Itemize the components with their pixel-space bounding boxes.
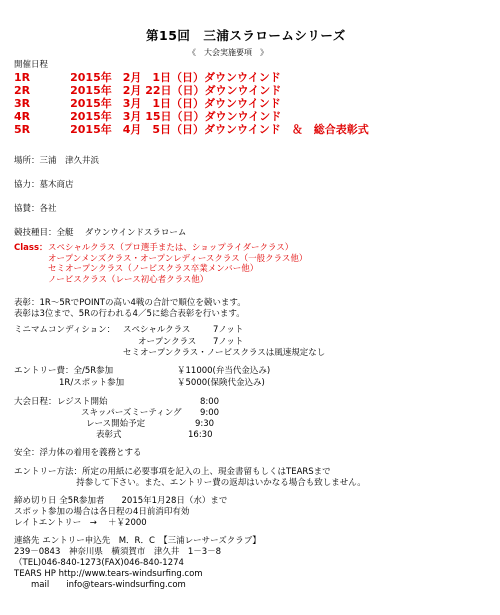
day-schedule-item: 表彰式 xyxy=(96,430,122,440)
award-line: 表彰：1R～5RでPOINTの高い4戦の合計で順位を競います。 xyxy=(14,298,246,308)
round-date: 2015年 3月 1日（日）ダウンウインド xyxy=(70,97,281,110)
min-condition-class: オープンクラス xyxy=(138,337,197,347)
round-row xyxy=(14,84,281,97)
round-date: 2015年 3月 15日（日）ダウンウインド xyxy=(70,110,282,123)
min-condition-label: ミニマムコンディション： xyxy=(14,325,116,335)
round-row xyxy=(14,97,281,110)
min-condition-value: 7ノット xyxy=(213,325,244,335)
entry-fee-value: ￥11000(弁当代金込み) xyxy=(177,366,271,376)
round-row xyxy=(14,123,369,136)
page-title: 第15回 三浦スラロームシリーズ xyxy=(146,28,346,43)
class-item: オープンメンズクラス・オープンレディースクラス（一般クラス他） xyxy=(48,253,308,264)
round-row xyxy=(14,110,281,123)
contact-phone: （TEL)046-840-1273(FAX)046-840-1274 xyxy=(14,558,184,568)
day-schedule-item: レジスト開始 xyxy=(57,397,108,407)
class-item: スペシャルクラス（プロ選手または、ショップライダークラス） xyxy=(48,243,294,253)
min-condition-value: 7ノット xyxy=(213,337,244,347)
round-number: 3R xyxy=(14,97,31,110)
round-date: 2015年 2月 1日（日）ダウンウインド xyxy=(70,71,281,84)
entry-fee-spot-value: ￥5000(保険代金込み) xyxy=(177,378,265,388)
round-number: 2R xyxy=(14,84,31,97)
min-condition-class: スペシャルクラス xyxy=(123,325,191,335)
day-schedule-time: 9:00 xyxy=(200,408,220,418)
class-item: セミオープンクラス（ノービスクラス卒業メンバー他） xyxy=(48,264,259,274)
entry-fee-spot-label: 1R/スポット参加 xyxy=(59,378,125,388)
round-number: 4R xyxy=(14,110,31,123)
contact-website-link[interactable]: TEARS HP http://www.tears-windsurfing.com xyxy=(14,569,203,579)
entry-fee-label: エントリー費：全/5R参加 xyxy=(14,366,114,376)
entry-method-line: エントリー方法：所定の用紙に必要事項を記入の上、現金書留もしくはTEARSまで xyxy=(14,467,331,477)
day-schedule-item: スキッパーズミーティング xyxy=(81,408,182,418)
deadline-line: 締め切り日 全5R参加者 2015年1月28日（水）まで xyxy=(14,496,228,506)
event-type-line: 競技種目：全艇 ダウンウインドスラローム xyxy=(14,228,187,238)
contact-line: 連絡先 エントリー申込先 M．R．C 【三浦レーサーズクラブ】 xyxy=(14,536,261,546)
day-schedule-label: 大会日程： xyxy=(14,397,57,407)
day-schedule-time: 9:30 xyxy=(195,419,215,429)
class-list xyxy=(48,243,307,285)
page-subtitle: 《 大会実施要項 》 xyxy=(188,48,268,57)
entry-method-line: 持参して下さい。また、エントリー費の返却はいかなる場合も致しません。 xyxy=(14,478,366,488)
min-condition-note: セミオープンクラス・ノービスクラスは風速規定なし xyxy=(123,348,326,358)
award-line: 表彰は3位まで、5Rの行われる4／5に総合表彰を行います。 xyxy=(14,309,245,319)
class-item: ノービスクラス（レース初心者クラス他） xyxy=(48,274,209,285)
round-row xyxy=(14,71,281,84)
day-schedule-time: 16:30 xyxy=(188,430,213,440)
venue-line: 場所：三浦 津久井浜 xyxy=(14,156,100,166)
deadline-line: レイトエントリー → ＋￥2000 xyxy=(14,518,147,528)
round-number: 1R xyxy=(14,71,31,84)
class-label: Class： xyxy=(14,243,48,253)
schedule-heading: 開催日程 xyxy=(14,60,49,70)
day-schedule-time: 8:00 xyxy=(200,397,220,407)
contact-address: 239－0843 神奈川県 横須賀市 津久井 1－3－8 xyxy=(14,547,222,557)
round-date: 2015年 4月 5日（日）ダウンウインド ＆ 総合表彰式 xyxy=(70,123,369,136)
round-date: 2015年 2月 22日（日）ダウンウインド xyxy=(70,84,282,97)
deadline-line: スポット参加の場合は各日程の4日前消印有効 xyxy=(14,507,190,517)
contact-email-link[interactable]: mail info@tears-windsurfing.com xyxy=(14,580,186,590)
round-number: 5R xyxy=(14,123,31,136)
day-schedule-item: レース開始予定 xyxy=(86,419,146,429)
cooperation-line: 協力：墓木商店 xyxy=(14,180,74,190)
sponsor-line: 協賛：各社 xyxy=(14,204,57,214)
safety-line: 安全：浮力体の着用を義務とする xyxy=(14,448,142,458)
